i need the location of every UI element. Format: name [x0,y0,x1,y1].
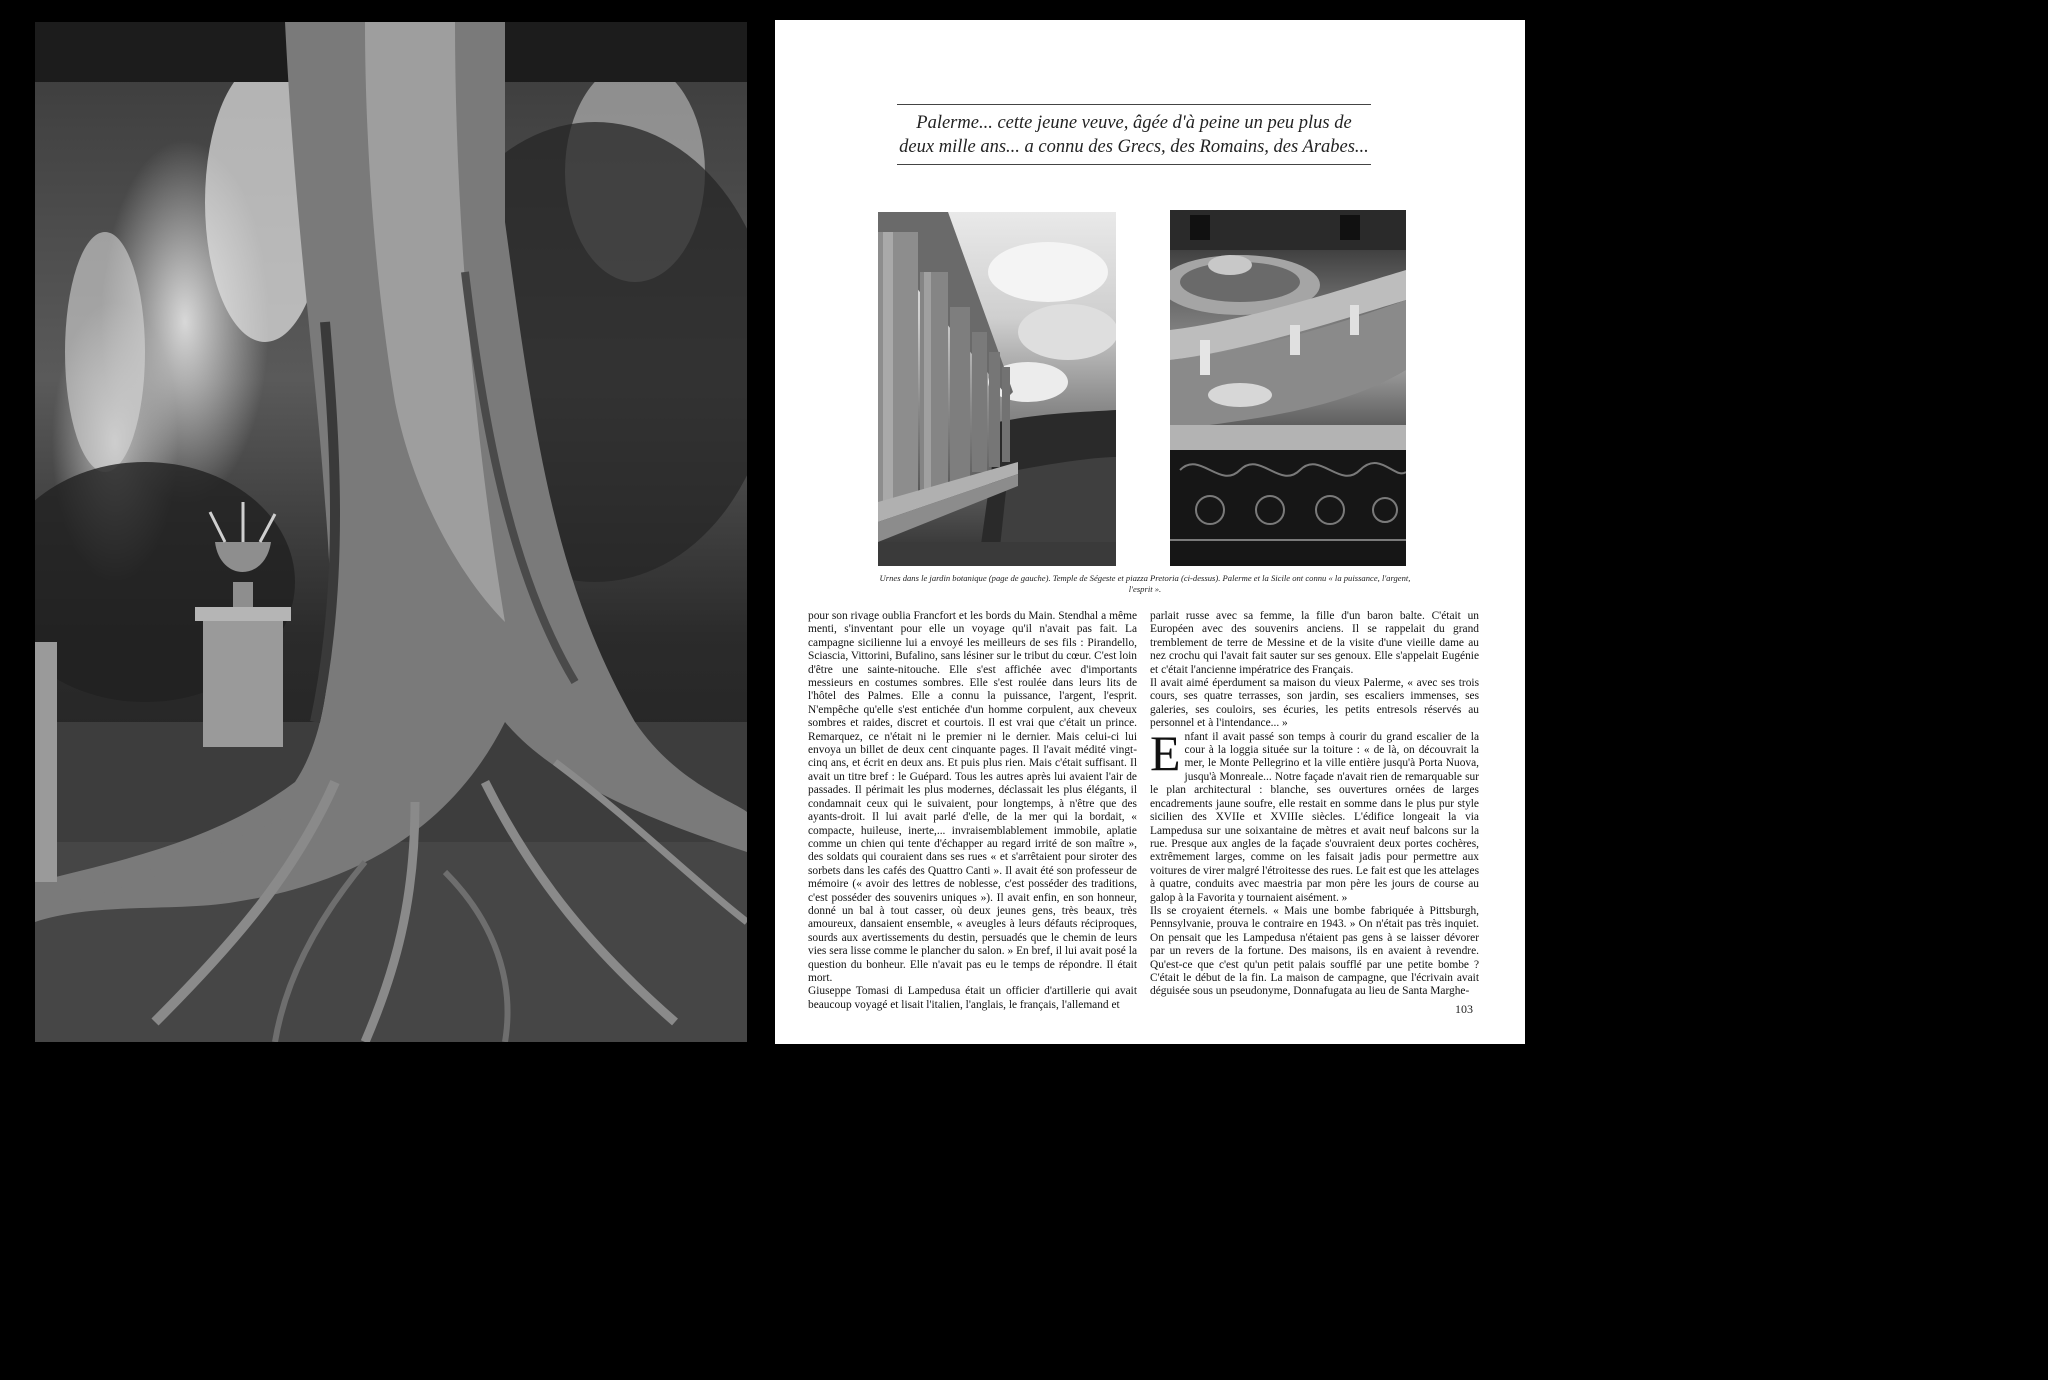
piazza-pretoria-fountain-photo [1170,210,1406,566]
photo-caption: Urnes dans le jardin botanique (page de gauche). Temple de Ségeste et piazza Pretoria (ci-dessus). Palerme et la Sicile ont connu « la puissance, l'argent, l'esprit ». [879,573,1411,594]
paragraph-with-dropcap [1150,724,1479,905]
fountain-illustration [1170,210,1406,566]
temple-illustration [878,212,1116,566]
article-column-left [808,610,1137,1012]
paragraph: Il avait aimé éperdument sa maison du vieux Palerme, « avec ses trois cours, ses quatre terrasses, son jardin, ses escaliers immenses, ses galeries, ses couloirs, ses écuries, les petits entresols réservés au personnel et à l'intendance... » [1150,677,1479,730]
banyan-tree-illustration [35,22,747,1042]
paragraph: Ils se croyaient éternels. « Mais une bombe fabriquée à Pittsburgh, Pennsylvanie, prouva le contraire en 1943. » On n'était pas très inquiet. On pensait que les Lampedusa n'étaient pas gens à se laisser dévorer par un revers de la fortune. Des maisons, ils en avaient à revendre. Qu'est-ce que c'est qu'un petit palais soufflé par une petite bombe ? C'était le début de la fin. La maison de campagne, que l'écrivain avait déguisée sous un pseudonyme, Donnafugata au lieu de Santa Marghe- [1150,904,1479,998]
paragraph: pour son rivage oublia Francfort et les bords du Main. Stendhal a même menti, s'inventant pour elle un voyage qu'il n'avait pas fait. La campagne sicilienne lui a envoyé les meilleurs de ses fils : Pirandello, Sciascia, Vittorini, Bufalino, sans lésiner sur le tribut du cœur. C'est loin d'être une sainte-nitouche. Elle s'est affichée avec d'importants messieurs en costumes sombres. Elle s'est roulée dans leurs lits de l'hôtel des Palmes. Elle a connu la puissance, l'argent, l'esprit. N'empêche qu'elle s'est entichée d'un homme corpulent, aux cheveux sombres et raides, discret et courtois. Il est vrai que c'était un prince. Remarquez, ce n'était ni le premier ni le dernier. Mais celui-ci lui envoya un billet de deux cent cinquante pages. Il l'avait médité vingt-cinq ans, et écrit en deux ans. Et puis plus rien. Mais c'était suffisant. Il avait un titre bref : le Guépard. Tous les autres après lui avaient l'air de passades. Il périmait les plus modernes, déclassait les plus élégants, il condamnait ceux qui le suivaient, pour longtemps, à n'être que des ayants-droit. Il lui avait parlé d'elle, de la mer qui la bordait, « compacte, huileuse, inerte,... invraisemblablement immobile, aplatie comme un chien qui tente d'échapper au regard irrité de son maître », des soldats qui couraient dans ses rues « et s'arrêtaient pour siroter des sorbets dans les cafés des Quattro Canti ». Il avait été son professeur de mémoire (« avoir des lettres de noblesse, c'est posséder des traditions, c'est posséder des souvenirs uniques »). Il avait enfin, en son honneur, donné un bal à tout casser, où deux jeunes gens, très beaux, très amoureux, dansaient ensemble, « aveugles à leurs défauts réciproques, sourds aux avertissements du destin, persuadés que le chemin de leurs vies sera lisse comme le plancher du salon. » En bref, il lui avait posé la question du bonheur. Elle n'avait pas eu le temps de répondre. Il était mort. [808,610,1137,984]
paragraph: Giuseppe Tomasi di Lampedusa était un officier d'artillerie qui avait beaucoup voyagé et lisait l'italien, l'anglais, le français, l'allemand et [808,985,1137,1011]
article-page [775,20,1525,1044]
drop-cap: E [1150,724,1181,781]
pull-quote: Palerme... cette jeune veuve, âgée d'à peine un peu plus de deux mille ans... a connu des Grecs, des Romains, des Arabes... [897,104,1371,165]
article-column-right [1150,610,1479,999]
paragraph: parlait russe avec sa femme, la fille d'un baron balte. C'était un Européen avec des souvenirs anciens. Il se rappelait du grand tremblement de terre de Messine et de la visite d'une vieille dame au nez crochu qui l'avait fait sauter sur ses genoux. Elle s'appelait Eugénie et c'était l'ancienne impératrice des Français. [1150,610,1479,676]
banyan-tree-photo [35,22,747,1042]
segeste-temple-photo [878,212,1116,566]
paragraph-text: nfant il avait passé son temps à courir du grand escalier de la cour à la loggia située sur la toiture : « de là, on découvrait la mer, le Monte Pellegrino et la ville entière jusqu'à Porta Nuova, jusqu'à Monreale... Notre façade n'avait rien de remarquable sur le plan architectural : blanche, ses ouvertures ornées de larges encadrements jaune soufre, elle restait en somme dans le plus pur style sicilien des XVIIe et XVIIIe siècles. L'édifice longeait la via Lampedusa sur une soixantaine de mètres et avait neuf balcons sur la rue. Presque aux angles de la façade s'ouvraient deux portes cochères, extrêmement larges, comme on les faisait jadis pour permettre aux voitures de virer malgré l'étroitesse des rues. Le fait est que les attelages à quatre, conduits avec maestria par mon père les jours de course au galop à la Favorita y tournaient aisément. » [1150,730,1479,904]
page-number: 103 [1455,1002,1473,1016]
